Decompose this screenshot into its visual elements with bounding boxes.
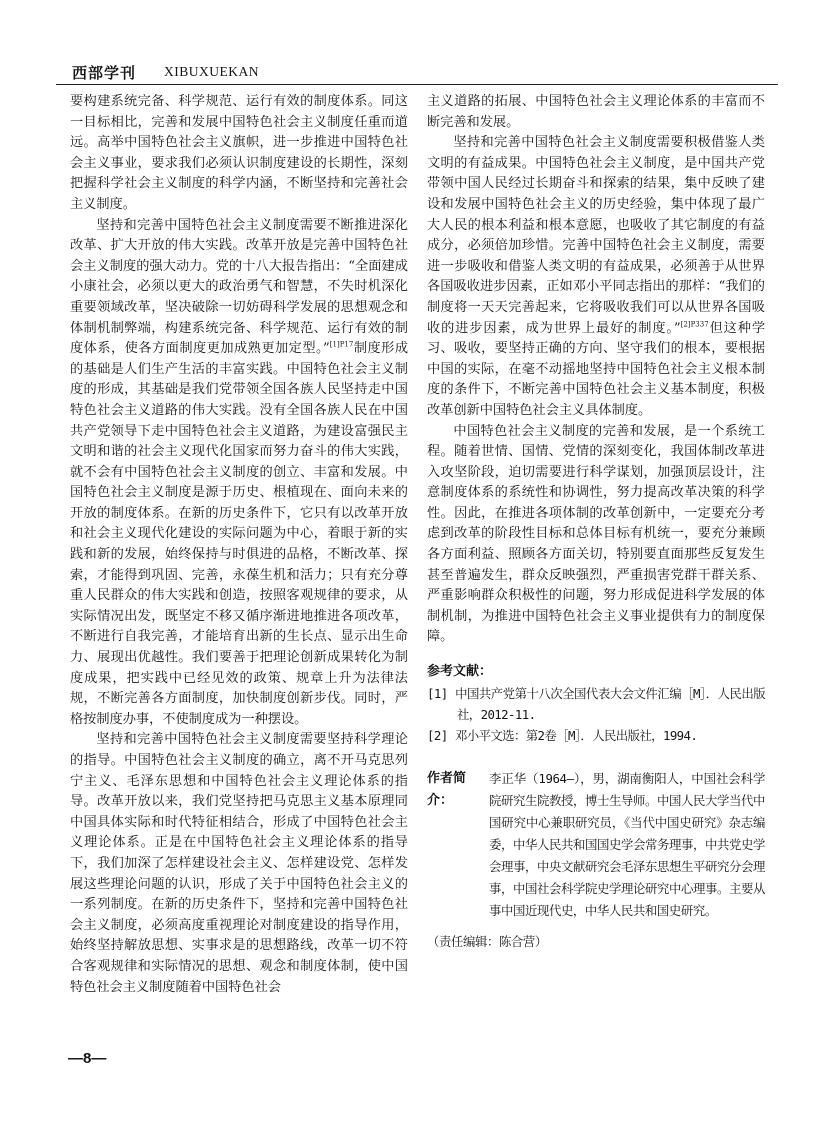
reference-number: [1]: [427, 685, 448, 701]
reference-text: 中国共产党第十八次全国代表大会文件汇编［M］．人民出版社，2012-11.: [455, 685, 765, 722]
reference-text: 邓小平文选：第2卷［M］．人民出版社，1994.: [455, 727, 698, 743]
paragraph-text: 坚持和完善中国特色社会主义制度需要不断推进深化改革、扩大开放的伟大实践。改革开放是完善中国特色社会主义制度的强大动力。党的十八大报告指出：“全面建成小康社会，必须以更大的政治勇气和智慧，不失时机深化重要领域改革，坚决破除一切妨碍科学发展的思想观念和体制机制弊端，构建系统完备、科学规范、运行有效的制度体系，使各方面制度更加成熟更加定型。”: [70, 217, 408, 357]
author-bio-text: 李正华（1964—），男，湖南衡阳人，中国社会科学院研究生院教授，博士生导师。中国人民大学当代中国研究中心兼职研究员，《当代中国史研究》杂志编委，中华人民共和国国史学会常务理事，中共党史学会理事，中央文献研究会毛泽东思想生平研究分会理事，中国社会科学院史学理论研究中心理事。主要从事中国近现代史，中华人民共和国史研究。: [489, 770, 765, 918]
page-number: —8—: [68, 1050, 107, 1067]
running-header: [56, 62, 778, 82]
paragraph-text: 坚持和完善中国特色社会主义制度需要积极借鉴人类文明的有益成果。中国特色社会主义制度，是中国共产党带领中国人民经过长期奋斗和探索的结果，集中反映了建设和发展中国特色社会主义的历史经验，集中体现了最广大人民的根本利益和根本意愿，也吸收了其它制度的有益成分，必须倍加珍惜。完善中国特色社会主义制度，需要进一步吸收和借鉴人类文明的有益成果，必须善于从世界各国吸收进步因素，正如邓小平同志指出的那样：“我们的制度将一天天完善起来，它将吸收我们可以从世界各国吸收的进步因素，成为世界上最好的制度。”: [427, 135, 765, 336]
header-rule: [56, 84, 778, 85]
author-bio: [427, 768, 765, 922]
paragraph-text: 制度形成的基础是人们生产生活的丰富实践。中国特色社会主义制度的形成，其基础是我们党带领全国各族人民坚持走中国特色社会主义道路的伟大实践。没有全国各族人民在中国共产党领导下走中国特色社会主义道路，为建设富强民主文明和谐的社会主义现代化国家而努力奋斗的伟大实践，就不会有中国特色社会主义制度的创立、丰富和发展。中国特色社会主义制度是源于历史、根植现在、面向未来的开放的制度体系。在新的历史条件下，它只有以改革开放和社会主义现代化建设的实际问题为中心，着眼于新的实践和新的发展，始终保持与时俱进的品格，不断改革、探索，才能得到巩固、完善，永葆生机和活力；只有充分尊重人民群众的伟大实践和创造，按照客观规律的要求，从实际情况出发，既坚定不移又循序渐进地推进各项改革，不断进行自我完善，才能培育出新的生长点、显示出生命力、展现出优越性。我们要善于把理论创新成果转化为制度成果，把实践中已经见效的政策、规章上升为法律法规，不断完善各方面制度，加快制度创新步伐。同时，严格按制度办事，不使制度成为一种摆设。: [70, 341, 409, 727]
left-column: [70, 92, 408, 998]
journal-title-cn: 西部学刊: [72, 64, 137, 82]
citation-marker: [1]P17: [329, 340, 354, 349]
right-column: [427, 92, 765, 952]
paragraph: [70, 216, 408, 731]
paragraph: 要构建系统完备、科学规范、运行有效的制度体系。同这一目标相比，完善和发展中国特色社会主义制度任重而道远。高举中国特色社会主义旗帜，进一步推进中国特色社会主义事业，要求我们必须认识制度建设的长期性，深刻把握科学社会主义制度的科学内涵，不断坚持和完善社会主义制度。: [70, 94, 408, 212]
journal-title-en: XIBUXUEKAN: [164, 64, 259, 79]
citation-marker: [2]P337: [680, 320, 709, 329]
paragraph: 中国特色社会主义制度的完善和发展，是一个系统工程。随着世情、国情、党情的深刻变化，我国体制改革进入攻坚阶段，迫切需要进行科学谋划，加强顶层设计，注意制度体系的系统性和协调性，努力提高改革决策的科学性。因此，在推进各项体制的改革创新中，一定要充分考虑到改革的阶段性目标和总体目标有机统一，要充分兼顾各方面利益、照顾各方面关切，特别要直面那些反复发生甚至普遍发生，群众反映强烈，严重损害党群干群关系、严重影响群众积极性的问题，努力形成促进科学发展的体制机制，为推进中国特色社会主义事业提供有力的制度保障。: [427, 423, 765, 645]
reference-item: [427, 683, 765, 725]
references-title: 参考文献：: [427, 664, 493, 680]
paragraph: [427, 133, 765, 421]
responsible-editor: （责任编辑：陈合营）: [427, 933, 547, 949]
reference-item: [427, 725, 765, 746]
paragraph: 主义道路的拓展、中国特色社会主义理论体系的丰富而不断完善和发展。: [427, 94, 765, 130]
paragraph-text: 但这种学习、吸收，要坚持正确的方向、坚守我们的根本，要根据中国的实际，在毫不动摇地坚持中国特色社会主义根本制度的条件下，不断完善中国特色社会主义基本制度，积极改革创新中国特色社会主义具体制度。: [427, 320, 766, 418]
paragraph: 坚持和完善中国特色社会主义制度需要坚持科学理论的指导。中国特色社会主义制度的确立，离不开马克思列宁主义、毛泽东思想和中国特色社会主义理论体系的指导。改革开放以来，我们党坚持把马克思主义基本原理同中国具体实际和时代特征相结合，形成了中国特色社会主义理论体系。正是在中国特色社会主义理论体系的指导下，我们加深了怎样建设社会主义、怎样建设党、怎样发展这些理论问题的认识，形成了关于中国特色社会主义的一系列制度。在新的历史条件下，坚持和完善中国特色社会主义制度，必须高度重视理论对制度建设的指导作用，始终坚持解放思想、实事求是的思想路线，改革一切不符合客观规律和实际情况的思想、观念和制度体制，使中国特色社会主义制度随着中国特色社会: [70, 732, 408, 995]
author-bio-label: 作者简介：: [427, 770, 467, 808]
reference-number: [2]: [427, 727, 448, 743]
